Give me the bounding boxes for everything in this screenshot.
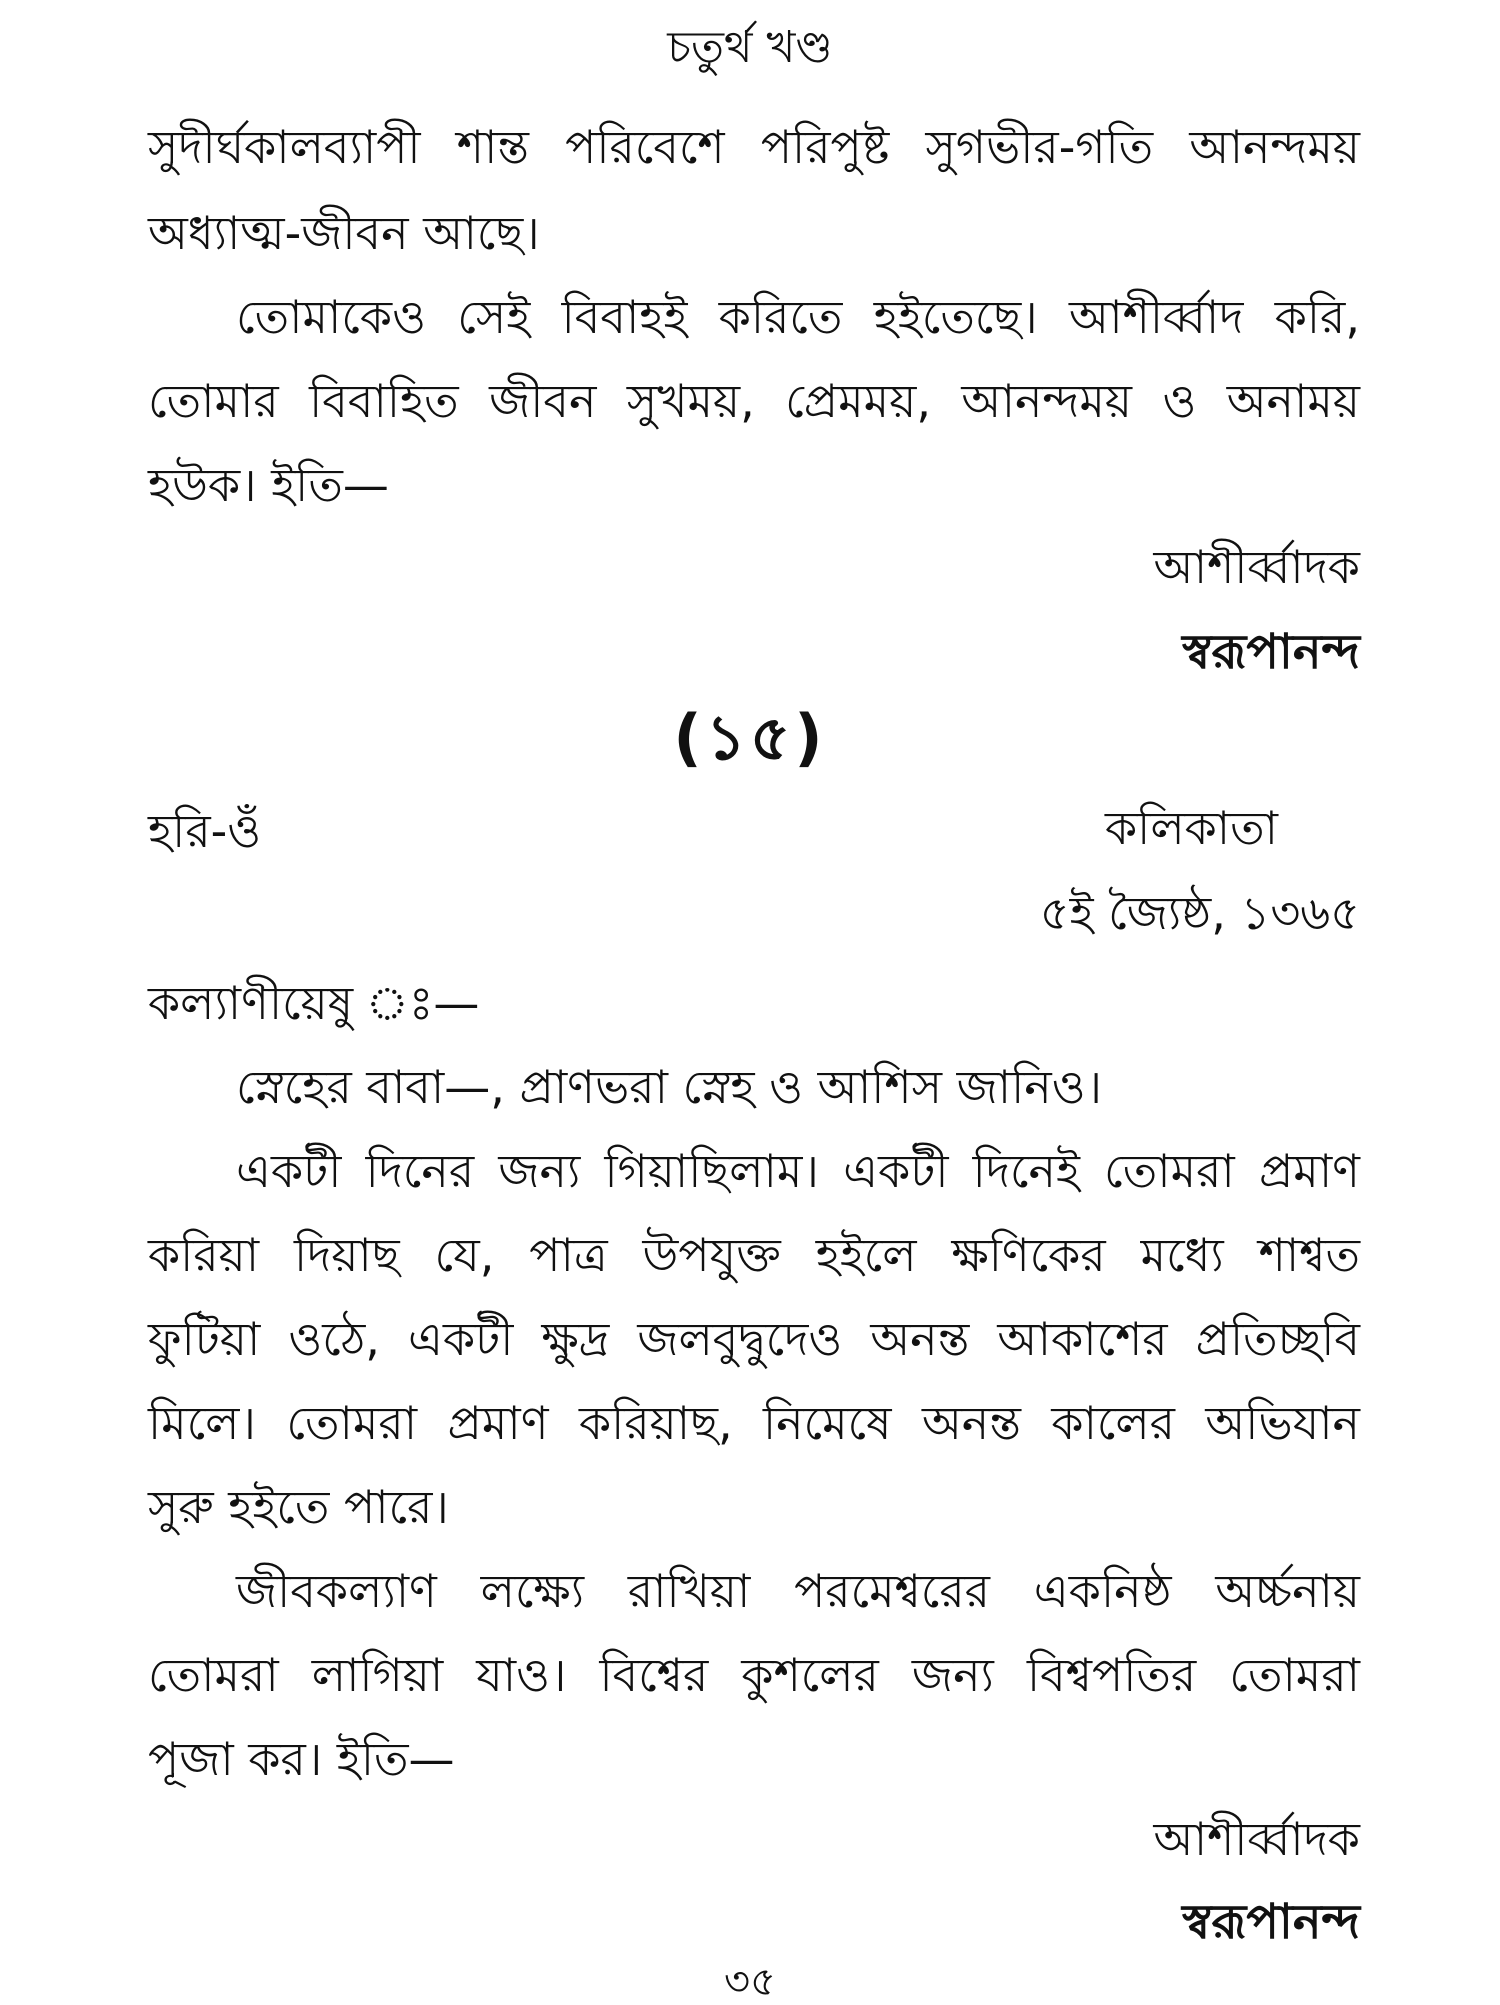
top-letter-line-1: সুদীর্ঘকালব্যাপী শান্ত পরিবেশে পরিপুষ্ট সুগভীর-গতি আনন্দময় [148,120,1360,174]
top-letter-line-3: তোমাকেও সেই বিবাহই করিতে হইতেছে। আশীর্ব্বাদ করি, [236,290,1360,344]
place-name: কলিকাতা [1105,801,1278,855]
bottom-blessing-label: আশীর্ব্বাদক [1153,1812,1360,1866]
letter-body-line-6: সুরু হইতে পারে। [148,1480,449,1534]
page-header: চতুর্থ খণ্ড [667,22,833,73]
letter-body-line-2: একটী দিনের জন্য গিয়াছিলাম। একটী দিনেই তোমরা প্রমাণ [236,1144,1360,1198]
top-letter-line-4: তোমার বিবাহিত জীবন সুখময়, প্রেমময়, আনন্দময় ও অনাময় [148,374,1360,428]
top-blessing-label: আশীর্ব্বাদক [1153,540,1360,594]
letter-date: ৫ই জ্যৈষ্ঠ, ১৩৬৫ [1039,886,1360,940]
letter-body-line-7: জীবকল্যাণ লক্ষ্যে রাখিয়া পরমেশ্বরের একনিষ্ঠ অর্চ্চনায় [236,1564,1360,1618]
letter-body-line-5: মিলে। তোমরা প্রমাণ করিয়াছ, নিমেষে অনন্ত কালের অভিযান [148,1396,1360,1450]
section-number: (১৫) [673,701,827,774]
salutation-left: হরি-ওঁ [148,804,262,858]
top-letter-line-5: হউক। ইতি— [148,458,389,512]
addressee-line: কল্যাণীয়েষু ঃ— [148,976,480,1030]
letter-body-line-1: স্নেহের বাবা—, প্রাণভরা স্নেহ ও আশিস জানিও। [236,1060,1103,1114]
bottom-signature: স্বরূপানন্দ [1182,1894,1360,1950]
page-number: ৩৫ [724,1959,776,2005]
letter-body-line-3: করিয়া দিয়াছ যে, পাত্র উপযুক্ত হইলে ক্ষণিকের মধ্যে শাশ্বত [148,1228,1360,1282]
letter-body-line-9: পূজা কর। ইতি— [148,1732,455,1786]
letter-body-line-8: তোমরা লাগিয়া যাও। বিশ্বের কুশলের জন্য বিশ্বপতির তোমরা [148,1648,1360,1702]
letter-body-line-4: ফুটিয়া ওঠে, একটী ক্ষুদ্র জলবুদ্বুদেও অনন্ত আকাশের প্রতিচ্ছবি [148,1312,1360,1366]
top-signature: স্বরূপানন্দ [1182,624,1360,680]
top-letter-line-2: অধ্যাত্ম-জীবন আছে। [148,206,540,260]
